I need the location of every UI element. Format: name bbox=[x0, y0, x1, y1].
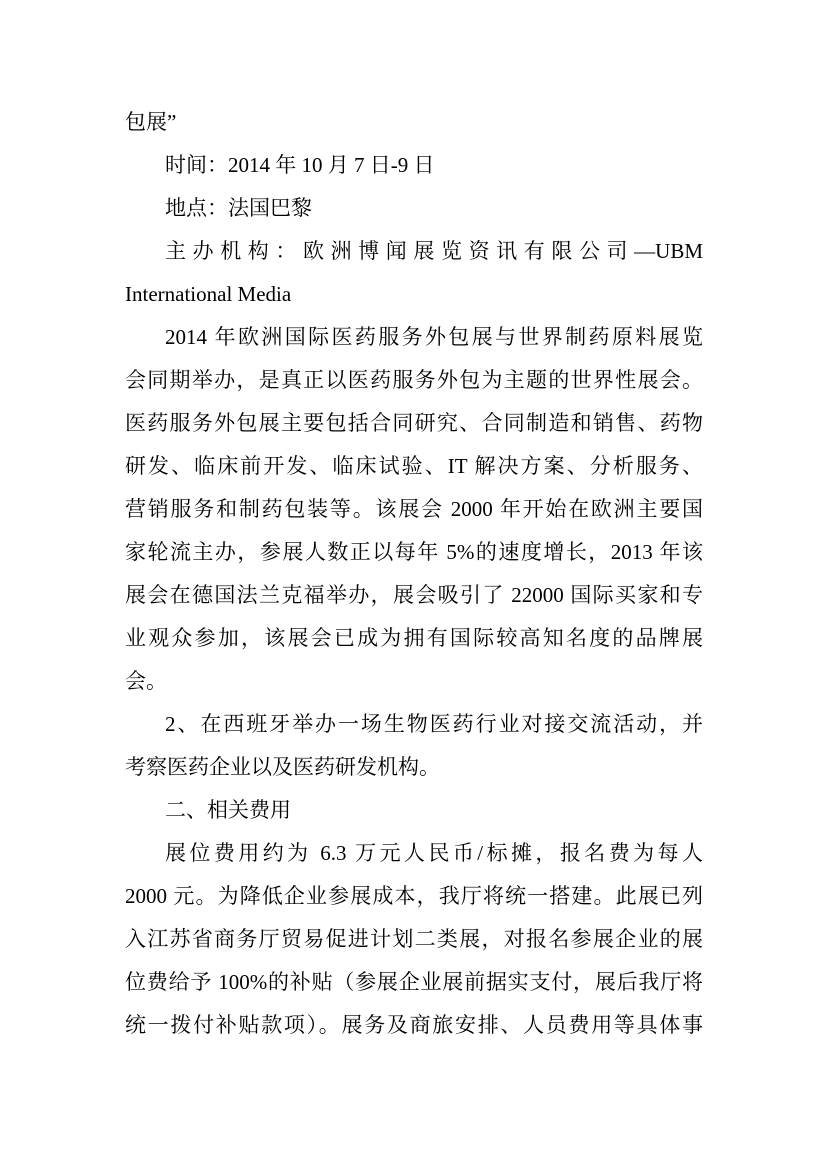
section-heading-fees: 二、相关费用 bbox=[165, 798, 291, 822]
document-text-block bbox=[125, 101, 703, 1047]
body-paragraph-line: 2014 年欧洲国际医药服务外包展与世界制药原料展览 bbox=[165, 325, 703, 349]
body-paragraph-line: 医药服务外包展主要包括合同研究、合同制造和销售、药物 bbox=[125, 411, 703, 435]
event-location-line: 地点：法国巴黎 bbox=[165, 196, 312, 220]
list-item-2-line-2: 考察医药企业以及医药研发机构。 bbox=[125, 755, 440, 779]
event-organizer-line: 主办机构：欧洲博闻展览资讯有限公司—UBM bbox=[165, 239, 703, 263]
body-paragraph-line: 业观众参加，该展会已成为拥有国际较高知名度的品牌展 bbox=[125, 626, 703, 650]
body-paragraph-line: 营销服务和制药包装等。该展会 2000 年开始在欧洲主要国 bbox=[125, 497, 703, 521]
fees-paragraph-line: 2000 元。为降低企业参展成本，我厅将统一搭建。此展已列 bbox=[125, 884, 703, 908]
body-paragraph-line: 展会在德国法兰克福举办，展会吸引了 22000 国际买家和专 bbox=[125, 583, 703, 607]
list-item-2-line: 2、在西班牙举办一场生物医药行业对接交流活动，并 bbox=[165, 712, 703, 736]
fees-paragraph-line: 统一拨付补贴款项）。展务及商旅安排、人员费用等具体事 bbox=[125, 1013, 703, 1037]
body-paragraph-line: 家轮流主办，参展人数正以每年 5%的速度增长，2013 年该 bbox=[125, 540, 703, 564]
fees-paragraph-line: 入江苏省商务厅贸易促进计划二类展，对报名参展企业的展 bbox=[125, 927, 703, 951]
quoted-title-continuation-line: 包展” bbox=[125, 110, 177, 134]
event-time-line: 时间：2014 年 10 月 7 日-9 日 bbox=[165, 153, 435, 177]
body-paragraph-line: 会同期举办，是真正以医药服务外包为主题的世界性展会。 bbox=[125, 368, 703, 392]
body-paragraph-line: 会。 bbox=[125, 669, 167, 693]
fees-paragraph-line: 位费给予 100%的补贴（参展企业展前据实支付，展后我厅将 bbox=[125, 970, 703, 994]
event-organizer-line-2: International Media bbox=[125, 282, 292, 306]
body-paragraph-line: 研发、临床前开发、临床试验、IT 解决方案、分析服务、 bbox=[125, 454, 703, 478]
fees-paragraph-line: 展位费用约为 6.3 万元人民币/标摊，报名费为每人 bbox=[165, 841, 703, 865]
